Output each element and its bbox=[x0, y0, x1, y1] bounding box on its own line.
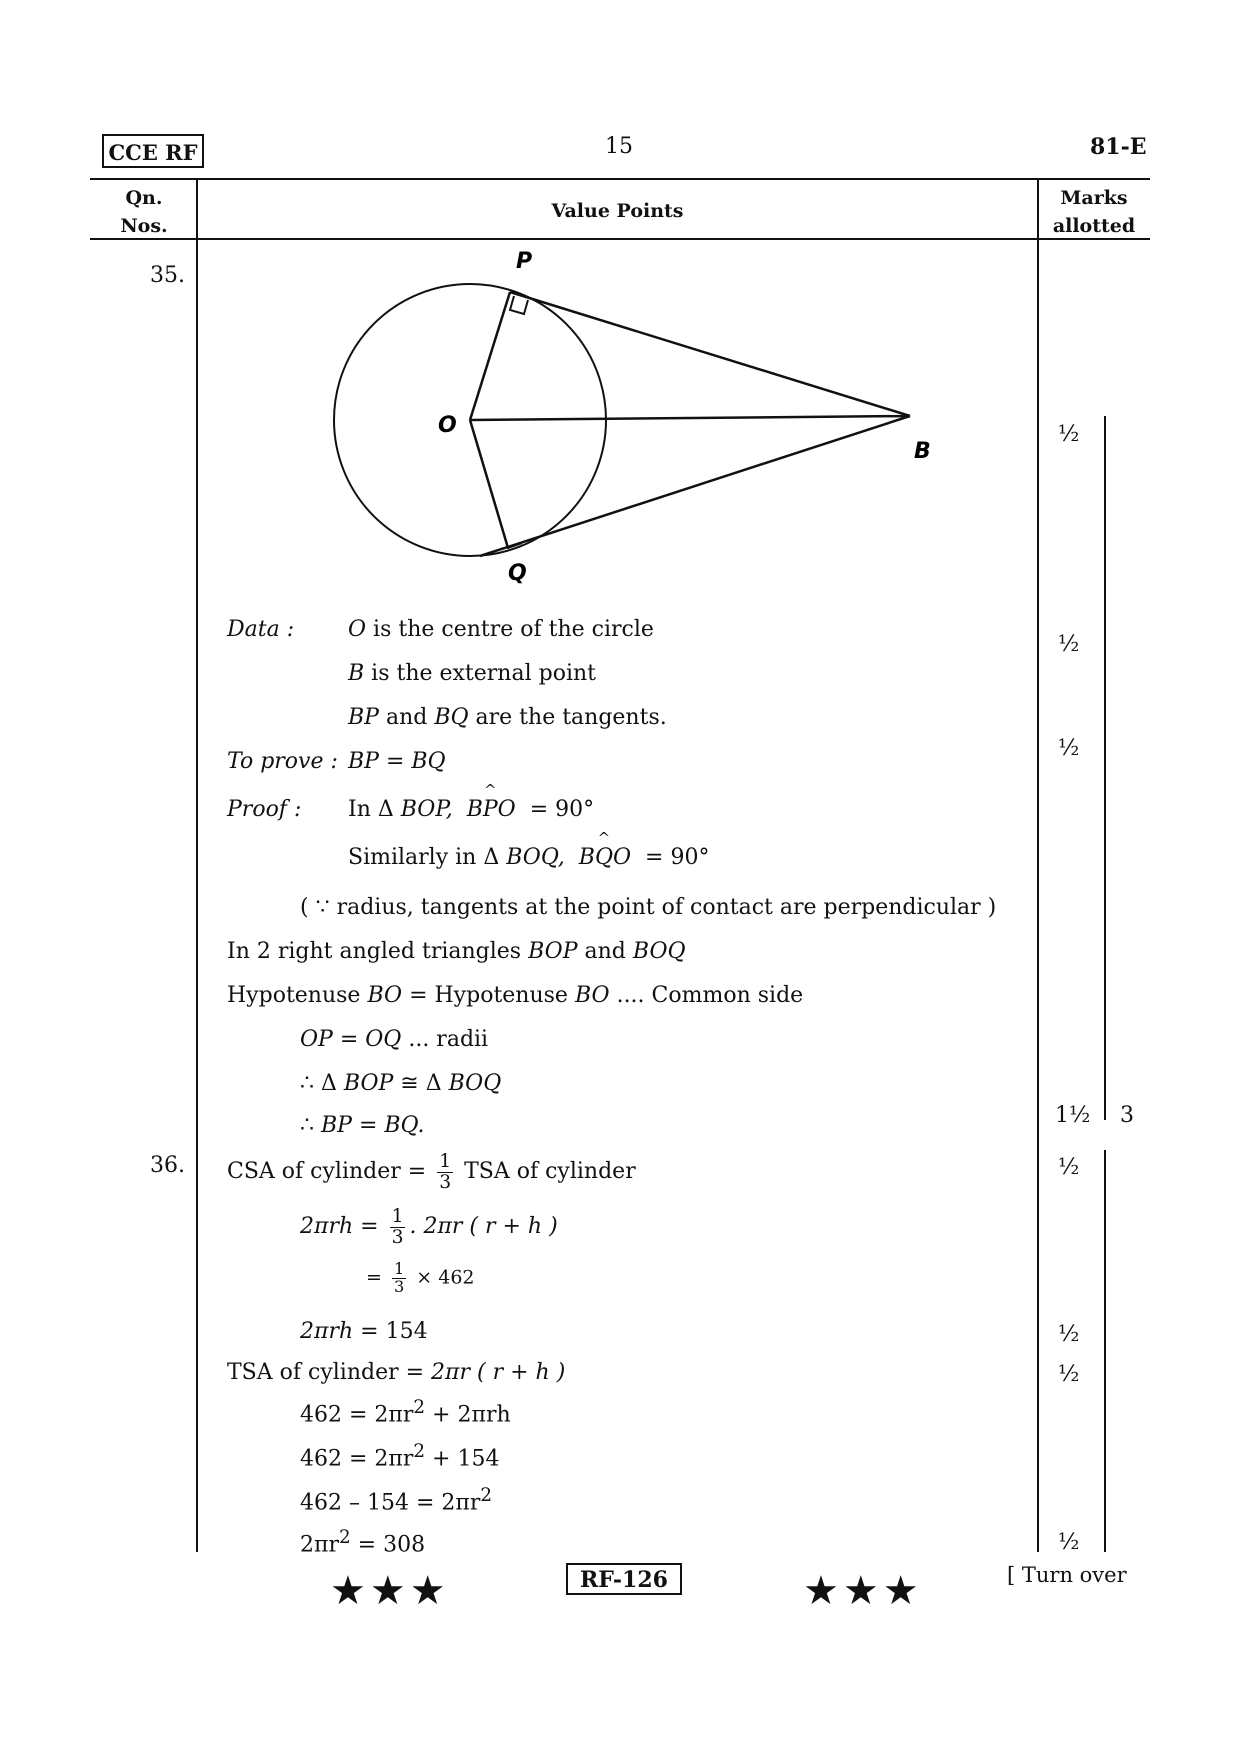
q36-line-6 bbox=[300, 1397, 511, 1427]
label-b: B bbox=[914, 439, 931, 464]
l5-formula: 2πr ( r + h ) bbox=[431, 1360, 566, 1385]
l3-tail: × 462 bbox=[410, 1266, 475, 1289]
frac-num: 1 bbox=[439, 1151, 452, 1172]
header-qn-line2: Nos. bbox=[120, 215, 168, 237]
cong-prefix: ∴ Δ bbox=[300, 1071, 344, 1096]
line-ob bbox=[470, 416, 910, 420]
q36-line-3 bbox=[366, 1261, 475, 1296]
proof-1-triangle: BOP, bbox=[400, 797, 453, 822]
data-2-symbol: B bbox=[348, 661, 365, 686]
label-o: O bbox=[438, 413, 457, 438]
page-number: 15 bbox=[605, 134, 633, 159]
mark-35-3: ½ bbox=[1058, 736, 1080, 761]
l7-main: 462 = 2πr bbox=[300, 1446, 414, 1472]
frac-den: 3 bbox=[439, 1171, 452, 1193]
frac-num: 1 bbox=[391, 1206, 404, 1227]
q36-line-7 bbox=[300, 1441, 499, 1471]
l4-lhs: 2πrh bbox=[300, 1319, 354, 1344]
q36-line-5 bbox=[227, 1360, 565, 1385]
question-number-36: 36. bbox=[150, 1153, 185, 1178]
label-q: Q bbox=[508, 561, 527, 586]
radii-line bbox=[300, 1027, 488, 1052]
l1-text: CSA of cylinder = bbox=[227, 1159, 434, 1185]
data-3-bq: BQ bbox=[434, 705, 469, 730]
l6-exp: 2 bbox=[413, 1397, 426, 1418]
cong-bop: BOP bbox=[343, 1071, 394, 1096]
header-marks-allotted bbox=[1040, 184, 1148, 240]
proof-line-2 bbox=[348, 845, 709, 870]
fraction-one-third-1 bbox=[437, 1152, 453, 1192]
concl-equation: BP = BQ. bbox=[321, 1113, 425, 1138]
proof-2-vertex: ^ Q bbox=[595, 845, 613, 870]
tangent-bq bbox=[480, 416, 910, 556]
l5-text: TSA of cylinder = bbox=[227, 1360, 432, 1385]
data-label: Data : bbox=[227, 617, 295, 642]
rt-text: In 2 right angled triangles bbox=[227, 939, 529, 964]
fraction-one-third-2 bbox=[390, 1207, 406, 1247]
proof-1-o: O bbox=[497, 797, 516, 822]
data-2-text: is the external point bbox=[364, 661, 596, 686]
label-p: P bbox=[516, 249, 533, 274]
header-marks-line1: Marks bbox=[1060, 187, 1128, 209]
hypotenuse-line bbox=[227, 983, 803, 1008]
right-triangles-line bbox=[227, 939, 686, 964]
q36-line-2 bbox=[300, 1207, 558, 1247]
q36-line-9 bbox=[300, 1527, 425, 1557]
l8-main: 462 – 154 = 2πr bbox=[300, 1490, 481, 1516]
frac-num: 1 bbox=[393, 1259, 405, 1278]
radii-note: ... radii bbox=[401, 1027, 489, 1052]
proof-1-prefix: In Δ bbox=[348, 797, 401, 822]
frac-den: 3 bbox=[393, 1276, 405, 1296]
q36-line-4 bbox=[300, 1319, 428, 1344]
question-number-35: 35. bbox=[150, 263, 185, 288]
table-top-rule bbox=[90, 178, 1150, 180]
l7-tail: + 154 bbox=[425, 1446, 500, 1472]
proof-2-value: = 90° bbox=[645, 845, 710, 870]
l6-main: 462 = 2πr bbox=[300, 1402, 414, 1428]
mark-36-3: ½ bbox=[1058, 1362, 1080, 1387]
proof-1-b: B bbox=[466, 797, 483, 822]
radius-oq bbox=[470, 420, 508, 548]
l4-rhs: = 154 bbox=[353, 1319, 428, 1344]
data-line-1 bbox=[348, 617, 654, 642]
congruence-line bbox=[300, 1071, 501, 1096]
proof-2-prefix: Similarly in Δ bbox=[348, 845, 507, 870]
hyp-text-3: .... Common side bbox=[609, 983, 804, 1008]
mark-35-2: ½ bbox=[1058, 632, 1080, 657]
turn-over: [ Turn over bbox=[1007, 1563, 1127, 1587]
l1-tail: TSA of cylinder bbox=[457, 1159, 636, 1185]
rt-and: and bbox=[577, 939, 633, 964]
rt-bop: BOP bbox=[528, 939, 578, 964]
proof-2-o: O bbox=[612, 845, 632, 870]
marks-bracket-36 bbox=[1104, 1150, 1106, 1552]
l7-exp: 2 bbox=[413, 1441, 426, 1462]
l9-tail: = 308 bbox=[350, 1532, 426, 1558]
data-1-symbol: O bbox=[348, 617, 367, 642]
mark-35-4: 1½ bbox=[1055, 1103, 1091, 1128]
column-divider-right bbox=[1037, 178, 1039, 1552]
cong-symbol: ≅ Δ bbox=[393, 1071, 449, 1096]
header-qn-nos bbox=[96, 184, 192, 240]
hyp-bo-1: BO bbox=[367, 983, 403, 1008]
to-prove-text: BP = BQ bbox=[348, 749, 446, 774]
data-1-text: is the centre of the circle bbox=[366, 617, 654, 642]
concl-therefore: ∴ bbox=[300, 1113, 321, 1138]
right-angle-p bbox=[510, 296, 528, 314]
proof-2-b: B bbox=[578, 845, 595, 870]
hyp-bo-2: BO bbox=[574, 983, 610, 1008]
hyp-text-2: = Hypotenuse bbox=[402, 983, 575, 1008]
proof-line-1 bbox=[348, 797, 594, 822]
header-right-code: 81-E bbox=[1090, 134, 1147, 160]
conclusion-line bbox=[300, 1113, 425, 1138]
rt-boq: BOQ bbox=[632, 939, 686, 964]
mark-35-1: ½ bbox=[1058, 422, 1080, 447]
mark-36-1: ½ bbox=[1058, 1155, 1080, 1180]
stars-left: ★★★ bbox=[330, 1568, 450, 1614]
cong-boq: BOQ bbox=[448, 1071, 502, 1096]
data-3-and: and bbox=[378, 705, 435, 730]
l8-exp: 2 bbox=[480, 1485, 493, 1506]
proof-1-vertex: ^ P bbox=[483, 797, 498, 822]
l3-eq: = bbox=[366, 1266, 388, 1289]
footer-code: RF-126 bbox=[566, 1563, 682, 1595]
l6-tail: + 2πrh bbox=[425, 1402, 511, 1428]
tangent-diagram bbox=[320, 240, 940, 590]
column-divider-left bbox=[196, 178, 198, 1552]
proof-1-value: = 90° bbox=[529, 797, 595, 822]
hyp-text-1: Hypotenuse bbox=[227, 983, 368, 1008]
marks-bracket-35 bbox=[1104, 416, 1106, 1120]
mark-36-4: ½ bbox=[1058, 1530, 1080, 1555]
data-line-3 bbox=[348, 705, 667, 730]
radius-op bbox=[470, 292, 510, 420]
l9-exp: 2 bbox=[338, 1527, 351, 1548]
header-qn-line1: Qn. bbox=[125, 187, 163, 209]
frac-den: 3 bbox=[391, 1226, 404, 1248]
radii-equation: OP = OQ bbox=[300, 1027, 402, 1052]
proof-reason: ( ∵ radius, tangents at the point of contact are perpendicular ) bbox=[300, 895, 997, 920]
l9-main: 2πr bbox=[300, 1532, 339, 1558]
proof-label: Proof : bbox=[227, 797, 302, 822]
header-marks-line2: allotted bbox=[1052, 215, 1136, 237]
tangent-bp bbox=[510, 292, 910, 416]
data-line-2 bbox=[348, 661, 596, 686]
data-3-text: are the tangents. bbox=[468, 705, 667, 730]
mark-36-2: ½ bbox=[1058, 1322, 1080, 1347]
to-prove-label: To prove : bbox=[227, 749, 338, 774]
proof-2-triangle: BOQ, bbox=[506, 845, 565, 870]
header-left-code: CCE RF bbox=[102, 134, 204, 168]
l2-eq: = bbox=[353, 1214, 386, 1240]
mark-35-total: 3 bbox=[1120, 1103, 1134, 1128]
fraction-one-third-3 bbox=[392, 1261, 406, 1296]
q36-line-1 bbox=[227, 1152, 636, 1192]
header-value-points: Value Points bbox=[551, 200, 684, 222]
q36-line-8 bbox=[300, 1485, 492, 1515]
l2-rhs: . 2πr ( r + h ) bbox=[409, 1214, 558, 1240]
stars-right: ★★★ bbox=[803, 1568, 923, 1614]
data-3-bp: BP bbox=[348, 705, 379, 730]
l2-lhs: 2πrh bbox=[300, 1214, 354, 1240]
